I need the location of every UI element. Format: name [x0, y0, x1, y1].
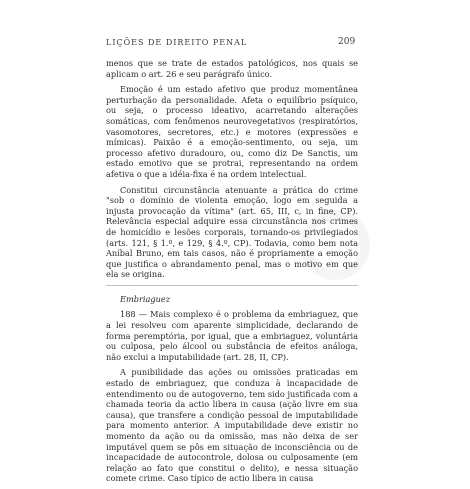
page-number: 209	[338, 37, 356, 47]
paragraph-atenuante: Constitui circunstância atenuante a prática do crime "sob o domínio de violenta emoção, logo em seguida a injusta provocação da vítima" (art. 65, III, c, in fine, CP). Relevância especial adquire essa circunstância nos crimes de homicídio e lesões corporais, tornando-os privilegiados (arts. 121, § 1.º, e 129, § 4.º, CP). Todavia, como bem nota Aníbal Bruno, em tais casos, não é propriamente a emoção que justifica o abrandamento penal, mas o motivo em que ela se origina.	[106, 184, 358, 280]
watermark-seal	[300, 210, 370, 280]
running-header: LIÇÕES DE DIREITO PENAL	[106, 38, 248, 47]
section-title: Embriaguez	[120, 293, 171, 304]
paragraph-1: menos que se trate de estados patológicos, nos quais se aplicam o art. 26 e seu parágrafo único.	[106, 58, 358, 79]
section-divider	[106, 285, 358, 286]
paragraph-punibilidade: A punibilidade das ações ou omissões praticadas em estado de embriaguez, que conduza à incapacidade de entendimento ou de autogoverno, tem sido justificada com a chamada teoria da actio libera in causa (ação livre em sua causa), que transfere a condição pessoal de imputabilidade para momento anterior. A imputabilidade deve existir no momento da ação ou da omissão, mas não deixa de ser imputável quem se pôs em situação de inconsciência ou de incapacidade de autocontrole, dolosa ou culposamente (em relação ao fato que constitui o delito), e nessa situação comete crime. Caso típico de actio libera in causa	[106, 367, 358, 484]
paragraph-188: 188 — Mais complexo é o problema da embriaguez, que a lei resolveu com aparente simplicidade, declarando de forma peremptória, por igual, que a embriaguez, voluntária ou culposa, pelo álcool ou substância de efeitos análoga, não exclui a imputabilidade (art. 28, II, CP).	[106, 309, 358, 362]
paragraph-emocao: Emoção é um estado afetivo que produz momentânea perturbação da personalidade. Afeta o equilíbrio psíquico, ou seja, o processo ideativo, acarretando alterações somáticas, com fenômenos neurovegetativos (respiratórios, vasomotores, secretores, etc.) e motores (expressões e mímicas). Paixão é a emoção-sentimento, ou seja, um processo afetivo duradouro, ou, como diz De Sanctis, um estado emotivo que se protrai, representando na ordem afetiva o que a idéia-fixa é na ordem intelectual.	[106, 84, 358, 179]
